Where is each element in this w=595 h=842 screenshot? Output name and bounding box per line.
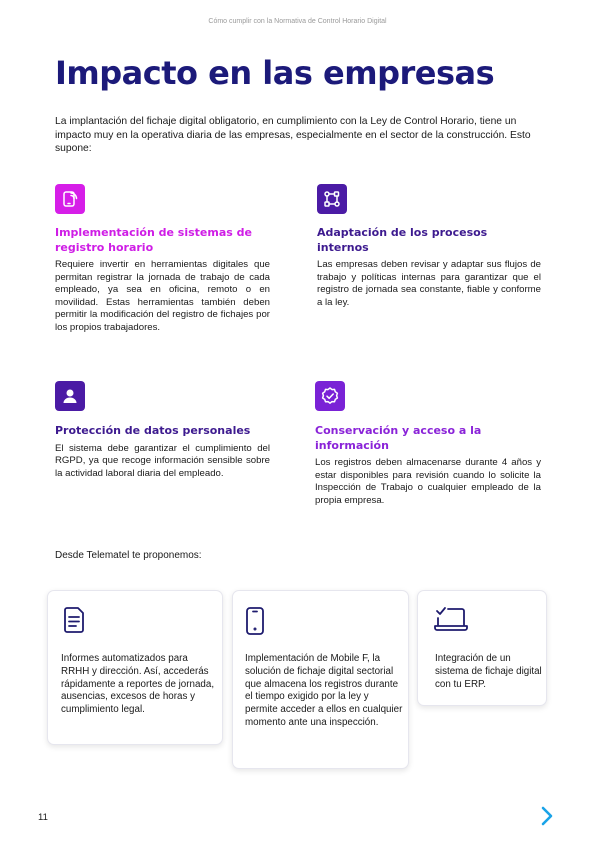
next-page-chevron-icon[interactable]: [540, 805, 554, 832]
card-text: Implementación de Mobile F, la solución de fichaje digital sectorial que almacena los registros durante el tiempo exigido por la ley y permite acceder a ellos en cualquier momento ante una inspección.: [245, 653, 403, 728]
card-text: Integración de un sistema de fichaje digital con tu ERP.: [435, 653, 542, 690]
feature-procesos-internos: [317, 184, 541, 309]
verified-badge-icon: [315, 381, 345, 411]
feature-text: Las empresas deben revisar y adaptar sus flujos de trabajo y políticas internas para garantizar que el registro de jornada sea constante, fiable y conforme a la ley.: [317, 259, 541, 308]
document-icon: [62, 606, 86, 634]
feature-title: Adaptación de los procesos internos: [317, 226, 488, 254]
feature-title: Implementación de sistemas de registro horario: [55, 226, 252, 254]
user-icon: [55, 381, 85, 411]
feature-text: El sistema debe garantizar el cumplimiento del RGPD, ya que recoge información sensible sobre la actividad laboral diaria del empleado.: [55, 442, 270, 479]
feature-conservacion: [315, 381, 541, 507]
card-informes: [47, 590, 223, 745]
intro-paragraph: La implantación del fichaje digital obligatorio, en cumplimiento con la Ley de Control Horario, tiene un impacto muy en la operativa diaria de las empresas, especialmente en el sector de la construcción. Esto supone:: [55, 116, 531, 154]
card-erp: [417, 590, 547, 706]
laptop-check-icon: [434, 605, 468, 633]
card-text: Informes automatizados para RRHH y dirección. Así, accederás rápidamente a reportes de jornada, ausencias, excesos de horas y cumplimiento legal.: [61, 653, 215, 716]
process-flow-icon: [317, 184, 347, 214]
feature-title: Conservación y acceso a la información: [315, 424, 482, 452]
mobile-phone-icon: [245, 606, 265, 636]
feature-title: Protección de datos personales: [55, 424, 251, 437]
page-title: Impacto en las empresas: [55, 54, 495, 92]
phone-signal-icon: [55, 184, 85, 214]
proposal-intro: Desde Telematel te proponemos:: [55, 550, 202, 561]
feature-registro-horario: [55, 184, 270, 335]
page-number: 11: [38, 812, 48, 823]
running-header: Cómo cumplir con la Normativa de Control Horario Digital: [208, 18, 387, 25]
feature-text: Los registros deben almacenarse durante 4 años y estar disponibles para revisión cuando lo solicite la Inspección de Trabajo o cualquier empleado de la propia empresa.: [315, 457, 541, 506]
card-mobile-f: [232, 590, 409, 769]
feature-text: Requiere invertir en herramientas digitales que permitan registrar la jornada de trabajo de cada empleado, ya sea en oficina, remoto o en movilidad. Estas herramientas también deben permitir la modificación del registro de fichajes por los propios trabajadores.: [55, 259, 270, 333]
feature-proteccion-datos: [55, 381, 270, 480]
